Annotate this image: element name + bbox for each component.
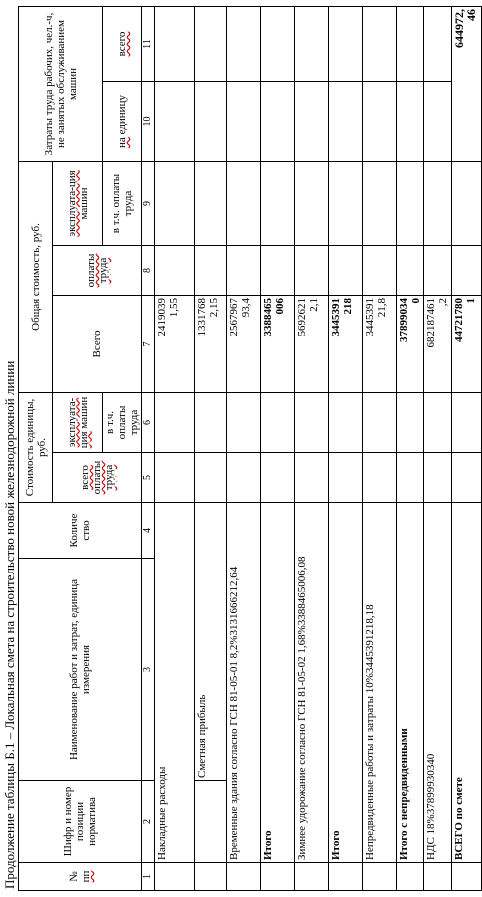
row-label: Накладные расходы — [155, 503, 195, 863]
header-total-incl: в т.ч. оплаты труда — [103, 161, 142, 245]
table-row — [295, 6, 329, 890]
header-labor-unit: на единицу — [103, 81, 142, 161]
col-number: 9 — [142, 161, 155, 245]
header-labor: Затраты труда рабочих, чел.-ч, не занятых обслуживанием машин — [19, 6, 103, 161]
header-labor-total: всего — [103, 6, 142, 81]
col-number: 8 — [142, 245, 155, 295]
table-row — [261, 6, 295, 890]
row-total: 37899034 0 — [397, 295, 424, 392]
row-label: Итого с непредвиденными — [397, 503, 424, 863]
header-unit-incl: в т.ч. оплаты труда — [103, 392, 142, 452]
header-total-exp: эксплуата-ция машин — [53, 161, 103, 245]
table-row — [424, 6, 452, 890]
table-row — [155, 6, 195, 890]
header-total-cost: Общая стоимость, руб. — [19, 161, 53, 392]
col-number: 1 — [142, 863, 155, 891]
row-total: 2419039 1,55 — [155, 295, 195, 392]
grand-labor-total: 644972, 46 — [452, 6, 482, 161]
header-unit-total: всего оплаты труда — [53, 453, 142, 503]
header-total-all: Всего — [53, 295, 142, 392]
row-label: Итого — [261, 503, 295, 863]
col-number: 4 — [142, 503, 155, 559]
header-total-pay: оплаты труда — [53, 245, 142, 295]
header-unit-exp: эксплуата-ция машин — [53, 392, 103, 452]
table-row — [195, 6, 227, 890]
table-row — [329, 6, 363, 890]
col-number: 7 — [142, 295, 155, 392]
table-row — [452, 6, 482, 890]
row-total: 3388465 006 — [261, 295, 295, 392]
row-label: Итого — [329, 503, 363, 863]
header-no: № пп — [19, 863, 142, 891]
estimate-table — [18, 6, 482, 891]
row-label: Временные здания согласно ГСН 81-05-01 8,2%3131666212,64 — [227, 503, 261, 863]
col-number: 6 — [142, 392, 155, 452]
header-name: Наименование работ и затрат, единица измерения — [19, 559, 142, 781]
row-total: 44721780 1 — [452, 295, 482, 392]
row-total: 3445391 218 — [329, 295, 363, 392]
row-label: Непредвиденные работы и затраты 10%3445391218,18 — [363, 503, 397, 863]
header-code: Шифр и номер позиции норматива — [19, 781, 142, 863]
row-label: НДС 18%37899930340 — [424, 503, 452, 863]
row-total: 5692621 2,1 — [295, 295, 329, 392]
row-label: Сметная прибыль — [195, 503, 227, 781]
row-label: Зимнее удорожание согласно ГСН 81-05-02 1,68%3388465006,08 — [295, 503, 329, 863]
header-qty: Количе ство — [19, 503, 142, 559]
col-number: 3 — [142, 559, 155, 781]
table-row — [227, 6, 261, 890]
header-unit-cost: Стоимость единицы, руб. — [19, 392, 53, 502]
row-total: 682187461 ,2 — [424, 295, 452, 392]
row-total: 1331768 2,15 — [195, 295, 227, 392]
table-row — [397, 6, 424, 890]
row-total: 3445391 21,8 — [363, 295, 397, 392]
row-label: ВСЕГО по смете — [452, 503, 482, 863]
col-number: 5 — [142, 453, 155, 503]
col-number: 2 — [142, 781, 155, 863]
col-number: 10 — [142, 81, 155, 161]
row-total: 2567967 93,4 — [227, 295, 261, 392]
table-row — [363, 6, 397, 890]
table-caption: Продолжение таблицы Б.1 – Локальная смета на строительство новой железнодорожной линии — [2, 360, 17, 889]
col-number: 11 — [142, 6, 155, 81]
